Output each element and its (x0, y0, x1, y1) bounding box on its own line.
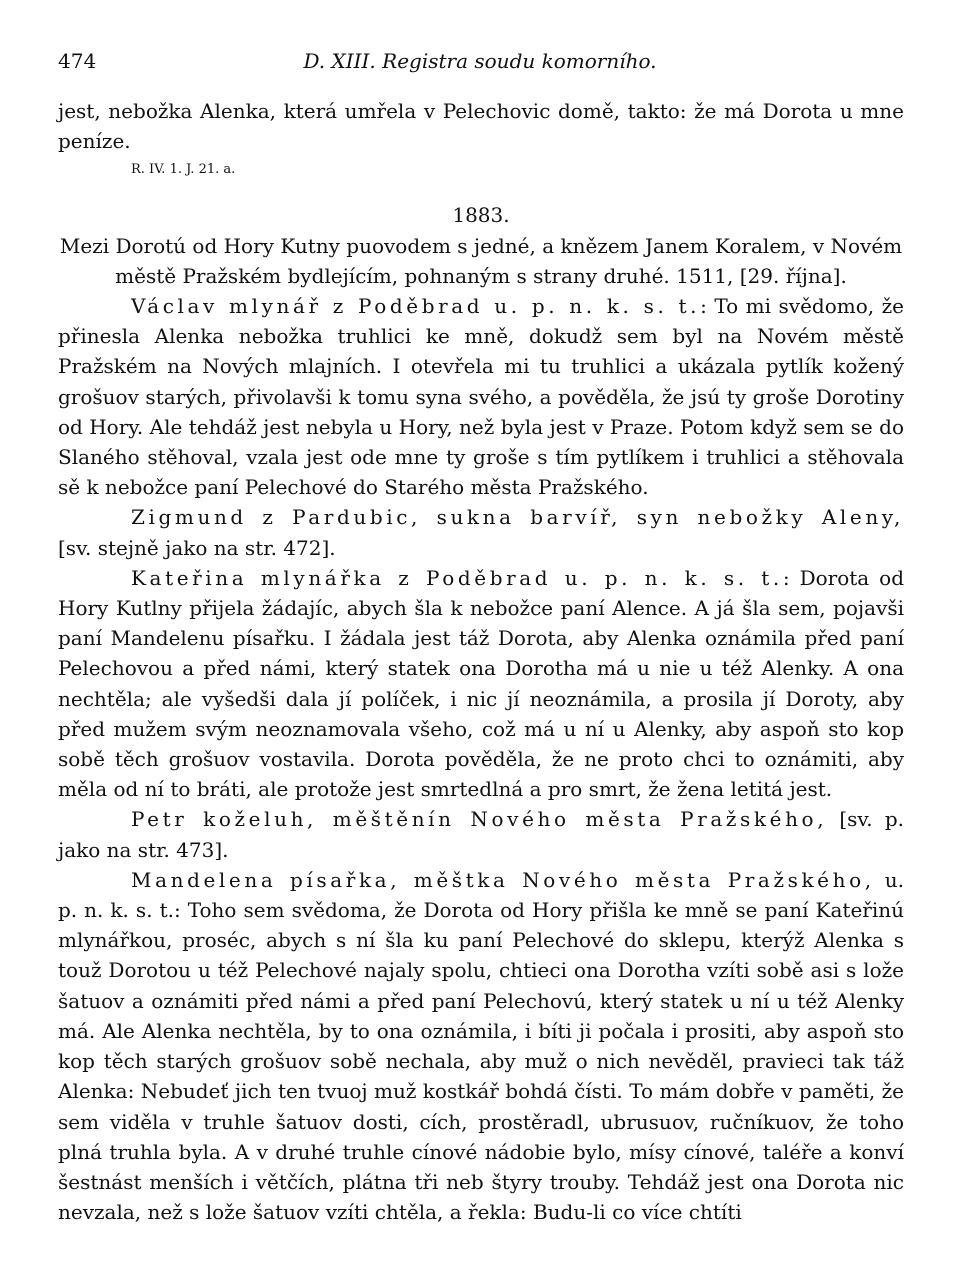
testimony-text: [sv. p. jako na str. 473]. (58, 807, 904, 862)
intro-paragraph: jest, nebožka Alenka, která umřela v Pelechovic domě, takto: že má Dorota u mne peníze. (58, 99, 904, 154)
witness-name: Kateřina mlynářka z Poděbrad u. p. n. k. s. t. (131, 565, 783, 590)
testimony-text: : Dorota od Hory Kutlny přijela žádajíc, abych šla k nebožce paní Alence. A já šla sem, pojavši paní Mandelenu písařku. I žádala jest táž Dorota, aby Alenka oznámila před paní Pelechovou a před námi, který statek ona Dorotha má u nie u též Alenky. A ona nechtěla; ale vyšedši dala jí políček, i nic jí neoznámila, a prosila jí Doroty, aby před mužem svým neoznamovala všeho, což má u ní u Alenky, aby aspoň sto kop sobě těch grošuov vostavila. Dorota pověděla, že ne proto chci to oznámiti, aby měla od ní to bráti, ale protože jest smrtedlná a pro smrt, že žena letitá jest. (58, 565, 905, 802)
testimony-text: [sv. stejně jako na str. 472]. (58, 535, 336, 560)
witness-name: Zigmund z Pardubic, sukna barvíř, syn nebožky Aleny, (131, 505, 904, 530)
testimony-paragraph (58, 563, 904, 805)
page-header (58, 46, 902, 76)
running-head: D. XIII. Registra soudu komorního. (303, 49, 657, 73)
entry-summary: Mezi Dorotú od Hory Kutny puovodem s jedné, a knězem Janem Koralem, v Novém městě Pražském bydlejícím, pohnaným s strany druhé. 1511, [29. října]. (59, 233, 903, 288)
testimony-paragraph (58, 804, 904, 864)
archival-reference: R. IV. 1. J. 21. a. (131, 162, 236, 178)
page-number: 474 (58, 49, 97, 73)
testimony-text: u. p. n. k. s. t.: Toho sem svědoma, že Dorota od Hory přišla ke mně se paní Kateřinú mlynářkou, proséc, abych s ní šla ku paní Pelechové do sklepu, kterýž Alenka s touž Dorotou u též Pelechové najaly spolu, chtieci ona Dorotha vzíti sobě asi s lože šatuov a oznámiti před námi a před paní Pelechovú, který statek u ní u též Alenky má. Ale Alenka nechtěla, by to ona oznámila, i bíti ji počala i prositi, aby aspoň sto kop těch starých grošuov sobě nechala, aby muž o nich nevěděl, pravieci tak táž Alenka: Nebudeť jich ten tvuoj muž kostkář bohdá čísti. To mám dobře v paměti, že sem viděla v truhle šatuov dosti, cích, prostěradl, ubrusuov, ručníkuov, že toho plná truhla byla. A v druhé truhle cínové nádobie bylo, mísy cínové, taléře a konví šestnást menších i větčích, plátna tři neb štyry trouby. Tehdáž jest ona Dorota nic nevzala, než s lože šatuov vzíti chtěla, a řekla: Budu-li co více chtíti (58, 867, 904, 1225)
testimony-paragraph (58, 865, 904, 1227)
testimony-paragraph (58, 502, 904, 562)
entry-number: 1883. (452, 203, 510, 228)
witness-name: Petr koželuh, měštěnín Nového města Pražského, (131, 807, 828, 832)
witness-name: Mandelena písařka, měštka Nového města Pražského, (131, 867, 875, 892)
witness-name: Václav mlynář z Poděbrad u. p. n. k. s. t. (131, 294, 701, 319)
page-body (58, 96, 904, 1227)
testimony-text: : To mi svědomo, že přinesla Alenka nebožka truhlici ke mně, dokudž sem byl na Novém městě Pražském na Nových mlajních. I otevřela mi tu truhlici a ukázala pytlík kožený grošuov starých, přivolavši k tomu syna svého, a pověděla, že jsú ty groše Dorotiny od Hory. Ale tehdáž jest nebyla u Hory, než byla jest v Praze. Potom když sem se do Slaného stěhoval, vzala jest ode mne ty groše s tím pytlíkem i truhlici a stěhovala sě k nebožce paní Pelechové do Starého města Pražského. (58, 294, 904, 500)
testimony-paragraph (58, 291, 904, 502)
